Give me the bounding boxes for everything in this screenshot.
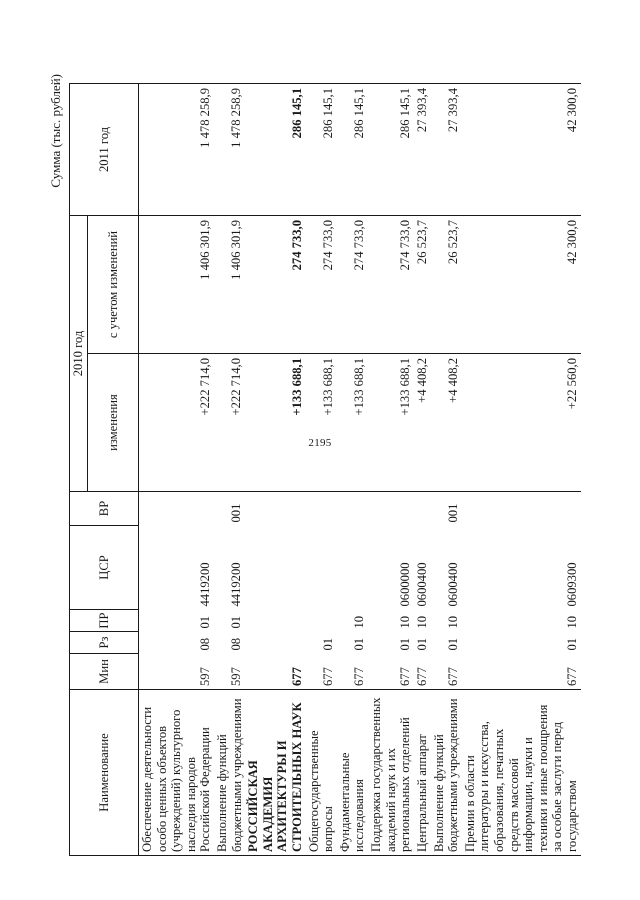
table-row bbox=[462, 84, 581, 856]
table-row bbox=[337, 84, 368, 856]
cell-with-changes: 26 523,7 bbox=[431, 216, 462, 354]
table-row bbox=[214, 84, 245, 856]
cell-y2011: 286 145,1 bbox=[368, 84, 414, 216]
table-row bbox=[245, 84, 305, 856]
cell-rz: 01 bbox=[564, 637, 579, 651]
header-row-1 bbox=[70, 84, 88, 856]
cell-pr: 10 bbox=[445, 615, 460, 629]
cell-csr bbox=[337, 526, 368, 610]
cell-y2011: 27 393,4 bbox=[414, 84, 431, 216]
cell-pr: 10 bbox=[351, 615, 366, 629]
table-row bbox=[368, 84, 414, 856]
units-caption: Сумма (тыс. рублей) bbox=[48, 74, 63, 188]
cell-y2011: 1 478 258,9 bbox=[214, 84, 245, 216]
cell-y2011: 1 478 258,9 bbox=[139, 84, 214, 216]
cell-with-changes: 42 300,0 bbox=[462, 216, 581, 354]
cell-min: 677 bbox=[397, 667, 412, 686]
cell-vr bbox=[245, 492, 305, 526]
cell-with-changes: 274 733,0 bbox=[337, 216, 368, 354]
cell-name: Центральный аппарат bbox=[414, 690, 431, 856]
cell-rz: 01 bbox=[351, 637, 366, 651]
cell-y2011: 42 300,0 bbox=[462, 84, 581, 216]
header-pr: ПР bbox=[70, 610, 139, 632]
cell-pr: 10 bbox=[414, 615, 429, 629]
cell-with-changes: 26 523,7 bbox=[414, 216, 431, 354]
cell-name: Премии в области литературы и искусства, образования, печатных средств массовой информации, науки и техники и иные поощрения за особые заслуги перед государством bbox=[462, 690, 581, 856]
cell-min: 677 bbox=[564, 667, 579, 686]
table-row bbox=[139, 84, 214, 856]
cell-name: Общегосударственные вопросы bbox=[306, 690, 337, 856]
cell-csr: 0609300 bbox=[564, 562, 579, 607]
cell-name: РОССИЙСКАЯ АКАДЕМИЯ АРХИТЕКТУРЫ И СТРОИТЕЛЬНЫХ НАУК bbox=[245, 690, 305, 856]
cell-vr bbox=[139, 492, 214, 526]
cell-changes: +4 408,2 bbox=[414, 354, 431, 492]
cell-changes: +4 408,2 bbox=[431, 354, 462, 492]
cell-changes: +133 688,1 bbox=[368, 354, 414, 492]
cell-vr bbox=[368, 492, 414, 526]
header-changes: изменения bbox=[88, 354, 139, 492]
cell-csr bbox=[306, 526, 337, 610]
cell-csr: 0600000 bbox=[397, 562, 412, 607]
cell-pr: 01 bbox=[229, 615, 244, 629]
cell-min: 597 bbox=[197, 667, 212, 686]
cell-csr: 0600400 bbox=[445, 562, 460, 607]
cell-rz: 01 bbox=[414, 637, 429, 651]
cell-with-changes: 1 406 301,9 bbox=[139, 216, 214, 354]
header-name: Наименование bbox=[70, 690, 139, 856]
cell-changes: +222 714,0 bbox=[214, 354, 245, 492]
cell-rz: 01 bbox=[445, 637, 460, 651]
cell-rz: 08 bbox=[229, 637, 244, 651]
cell-min: 677 bbox=[289, 667, 304, 686]
cell-name: Поддержка государственных академий наук и их региональных отделений bbox=[368, 690, 414, 856]
cell-name: Обеспечение деятельности особо ценных объектов (учреждений) культурного наследия народов Российской Федерации bbox=[139, 690, 214, 856]
cell-pr: 01 bbox=[197, 615, 212, 629]
cell-name: Фундаментальные исследования bbox=[337, 690, 368, 856]
cell-vr: 001 bbox=[214, 492, 245, 526]
cell-y2011: 286 145,1 bbox=[306, 84, 337, 216]
cell-with-changes: 274 733,0 bbox=[368, 216, 414, 354]
cell-rz: 08 bbox=[197, 637, 212, 651]
cell-y2011: 286 145,1 bbox=[337, 84, 368, 216]
cell-min: 677 bbox=[414, 667, 429, 686]
header-with-changes: с учетом изменений bbox=[88, 216, 139, 354]
cell-csr: 0600400 bbox=[414, 562, 429, 607]
cell-pr bbox=[245, 610, 305, 632]
cell-vr bbox=[306, 492, 337, 526]
cell-rz bbox=[245, 632, 305, 654]
cell-with-changes: 274 733,0 bbox=[245, 216, 305, 354]
cell-rz: 01 bbox=[320, 637, 335, 651]
cell-min: 677 bbox=[320, 667, 335, 686]
cell-y2011: 27 393,4 bbox=[431, 84, 462, 216]
header-min: Мин bbox=[70, 654, 139, 690]
cell-csr bbox=[245, 526, 305, 610]
cell-vr bbox=[462, 492, 581, 526]
cell-name: Выполнение функций бюджетными учреждениями bbox=[431, 690, 462, 856]
cell-rz: 01 bbox=[397, 637, 412, 651]
cell-min: 677 bbox=[351, 667, 366, 686]
cell-changes: +133 688,1 bbox=[306, 354, 337, 492]
cell-changes: +22 560,0 bbox=[462, 354, 581, 492]
cell-csr: 4419200 bbox=[229, 562, 244, 607]
header-csr: ЦСР bbox=[70, 526, 139, 610]
header-rz: Рз bbox=[70, 632, 139, 654]
table-row bbox=[431, 84, 462, 856]
header-vr: ВР bbox=[70, 492, 139, 526]
cell-csr: 4419200 bbox=[197, 562, 212, 607]
cell-with-changes: 1 406 301,9 bbox=[214, 216, 245, 354]
table-row bbox=[306, 84, 337, 856]
cell-vr: 001 bbox=[431, 492, 462, 526]
cell-changes: +222 714,0 bbox=[139, 354, 214, 492]
cell-pr bbox=[306, 610, 337, 632]
header-2011: 2011 год bbox=[70, 84, 139, 216]
cell-vr bbox=[337, 492, 368, 526]
cell-with-changes: 274 733,0 bbox=[306, 216, 337, 354]
page-number: 2195 bbox=[308, 437, 332, 449]
cell-pr: 10 bbox=[564, 615, 579, 629]
cell-name: Выполнение функций бюджетными учреждениями bbox=[214, 690, 245, 856]
cell-vr bbox=[414, 492, 431, 526]
budget-table bbox=[69, 83, 581, 856]
header-2010: 2010 год bbox=[70, 216, 88, 492]
rotated-page-content bbox=[45, 56, 595, 856]
cell-y2011: 286 145,1 bbox=[245, 84, 305, 216]
cell-min: 597 bbox=[229, 667, 244, 686]
cell-changes: +133 688,1 bbox=[337, 354, 368, 492]
table-row bbox=[414, 84, 431, 856]
cell-pr: 10 bbox=[397, 615, 412, 629]
cell-changes: +133 688,1 bbox=[245, 354, 305, 492]
cell-min: 677 bbox=[445, 667, 460, 686]
